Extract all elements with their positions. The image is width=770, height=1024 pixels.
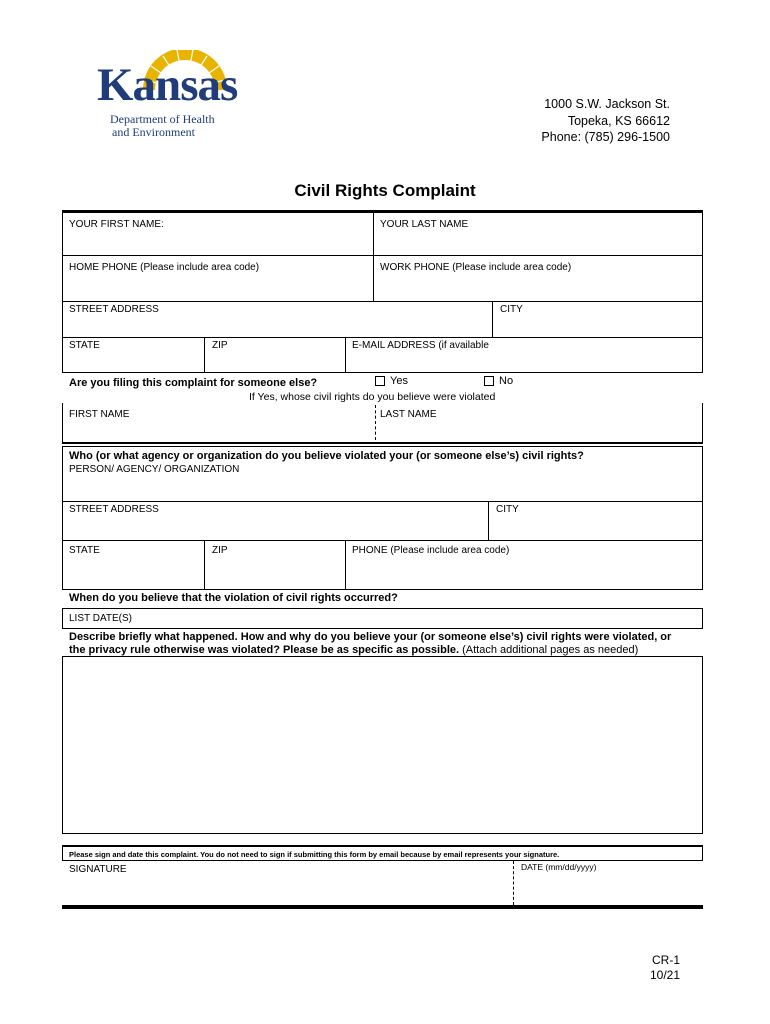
logo-wordmark: Kansas	[97, 59, 238, 111]
respondent-street-label: STREET ADDRESS	[69, 504, 159, 515]
if-yes-instruction: If Yes, whose civil rights do you believe were violated	[249, 391, 496, 403]
description-textarea[interactable]	[62, 656, 703, 834]
respondent-phone-label: PHONE (Please include area code)	[352, 545, 510, 556]
logo-line-1: Department of Health	[110, 112, 215, 126]
address-street: 1000 S.W. Jackson St.	[544, 97, 670, 111]
form-number: CR-1	[651, 953, 680, 967]
date-field[interactable]	[514, 862, 702, 905]
email-label: E-MAIL ADDRESS (if available	[352, 340, 489, 351]
describe-question-line1: Describe briefly what happened. How and why do you believe your (or someone else’s) civil rights were violated, or	[69, 631, 672, 643]
sign-note: Please sign and date this complaint. You do not need to sign if submitting this form by email because by email represents your signature.	[69, 850, 560, 859]
address-city: Topeka, KS 66612	[567, 113, 670, 128]
yes-checkbox[interactable]	[375, 376, 385, 386]
signature-field[interactable]	[62, 862, 512, 905]
other-last-name-field[interactable]	[376, 405, 702, 440]
street-address-label: STREET ADDRESS	[69, 304, 159, 315]
who-question: Who (or what agency or organization do you believe violated your (or someone else’s) civil rights?	[69, 450, 584, 462]
address-phone: Phone: (785) 296-1500	[541, 130, 670, 144]
yes-label: Yes	[390, 375, 408, 387]
form-title: Civil Rights Complaint	[294, 181, 476, 200]
describe-question-bold: the privacy rule otherwise was violated? Please be as specific as possible.	[69, 644, 460, 656]
no-label: No	[499, 375, 514, 387]
describe-question-line2	[69, 644, 638, 656]
signature-label: SIGNATURE	[69, 864, 127, 875]
other-first-name-label: FIRST NAME	[69, 409, 130, 420]
respondent-state-label: STATE	[69, 545, 100, 556]
home-phone-label: HOME PHONE (Please include area code)	[69, 262, 260, 273]
date-label: DATE (mm/dd/yyyy)	[521, 862, 597, 872]
logo-line-2: and Environment	[112, 125, 195, 139]
respondent-city-label: CITY	[496, 504, 519, 515]
bottom-rule	[62, 905, 703, 909]
respondent-city-field[interactable]	[488, 501, 703, 541]
list-dates-label: LIST DATE(S)	[69, 613, 132, 624]
work-phone-label: WORK PHONE (Please include area code)	[380, 262, 572, 273]
state-label: STATE	[69, 340, 100, 351]
someone-else-question: Are you filing this complaint for someone else?	[69, 377, 318, 389]
agency-address	[541, 96, 670, 146]
list-dates-field[interactable]	[62, 608, 703, 629]
city-label: CITY	[500, 304, 523, 315]
zip-label: ZIP	[212, 340, 228, 351]
person-org-label: PERSON/ AGENCY/ ORGANIZATION	[69, 464, 240, 475]
respondent-zip-label: ZIP	[212, 545, 228, 556]
form-revision: 10/21	[649, 968, 680, 982]
last-name-label: YOUR LAST NAME	[380, 219, 469, 230]
describe-note: (Attach additional pages as needed)	[459, 644, 639, 656]
form-id	[650, 953, 680, 983]
no-checkbox[interactable]	[484, 376, 494, 386]
city-field[interactable]	[492, 301, 703, 338]
logo-subtitle	[110, 113, 215, 139]
when-question: When do you believe that the violation of civil rights occurred?	[69, 592, 398, 604]
first-name-label: YOUR FIRST NAME:	[69, 219, 164, 230]
other-last-name-label: LAST NAME	[380, 409, 437, 420]
other-person-bottom-rule	[62, 442, 703, 444]
other-first-name-field[interactable]	[62, 405, 375, 440]
